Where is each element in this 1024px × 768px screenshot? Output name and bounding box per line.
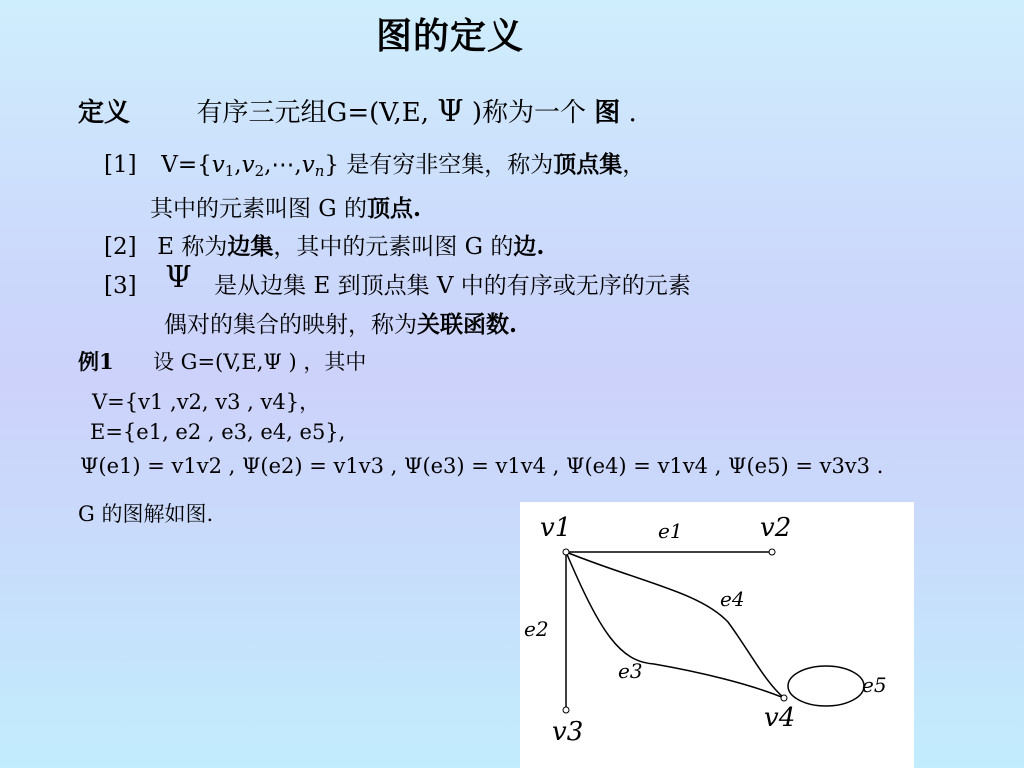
definition-text-b: )称为一个	[471, 98, 586, 128]
term-vertex-set: 顶点集	[553, 151, 623, 178]
psi-symbol: Ψ	[437, 94, 464, 129]
item-3-line-2: 偶对的集合的映射，称为关联函数.	[164, 311, 518, 338]
mapping-line: Ψ(e1) = v1v2 , Ψ(e2) = v1v3 , Ψ(e3) = v1v4 , Ψ(e4) = v1v4 , Ψ(e5) = v3v3 .	[80, 454, 884, 478]
term-incidence-function: 关联函数	[417, 311, 509, 338]
graph-caption: G 的图解如图.	[78, 502, 214, 526]
term-edge-set: 边集	[227, 233, 274, 260]
vertex-v2	[769, 549, 775, 555]
definition-line: 定义 有序三元组G=(V,E, Ψ )称为一个 图 .	[78, 94, 637, 129]
item-1-line-1: [1] $V=\{v_1,v_2,\cdots,v_n\}$ 是有穷非空集，称为顶点集，	[104, 151, 646, 180]
term-vertex: 顶点	[367, 195, 413, 222]
graph-diagram	[520, 502, 914, 768]
label-v4: v4	[764, 703, 796, 733]
page-title: 图的定义	[375, 16, 524, 57]
item-1-number: [1]	[104, 152, 137, 178]
vertex-v3	[563, 707, 569, 713]
definition-term-graph: 图	[594, 98, 621, 128]
item-2-number: [2]	[104, 234, 137, 260]
term-edge: 边	[513, 233, 537, 260]
label-v1: v1	[540, 513, 572, 543]
example-label: 例1	[78, 349, 114, 374]
edge-e4	[566, 552, 784, 698]
psi-symbol-item-3: Ψ	[165, 260, 192, 295]
edge-e3	[566, 552, 784, 698]
example-text: 设 G=(V,E,Ψ ) ，其中	[153, 350, 367, 374]
vertex-v4	[781, 695, 787, 701]
example-line	[78, 346, 366, 376]
label-e2: e2	[524, 617, 549, 641]
label-v3: v3	[552, 717, 584, 747]
label-e3: e3	[618, 659, 643, 683]
definition-text-a: 有序三元组G=(V,E,	[196, 98, 438, 128]
vertex-v1	[563, 549, 569, 555]
item-1-line-2: 其中的元素叫图 G 的顶点.	[150, 195, 422, 222]
vertex-set-line: V={v1 ,v2, v3 , v4}，	[92, 390, 321, 414]
item-3-line-1: [3] Ψ 是从边集 E 到顶点集 V 中的有序或无序的元素	[104, 260, 691, 299]
item-1-text: 是有穷非空集，称为	[346, 152, 554, 178]
definition-label: 定义	[78, 98, 131, 128]
label-e4: e4	[720, 587, 745, 611]
label-v2: v2	[760, 513, 792, 543]
edge-set-line: E={e1, e2 , e3, e4, e5},	[90, 420, 346, 444]
label-e1: e1	[658, 519, 683, 543]
item-2-line: [2] E 称为边集，其中的元素叫图 G 的边.	[104, 233, 545, 260]
edge-e5-loop	[788, 666, 864, 706]
graph-svg	[520, 502, 914, 768]
item-3-number: [3]	[104, 273, 137, 299]
label-e5: e5	[862, 673, 887, 697]
